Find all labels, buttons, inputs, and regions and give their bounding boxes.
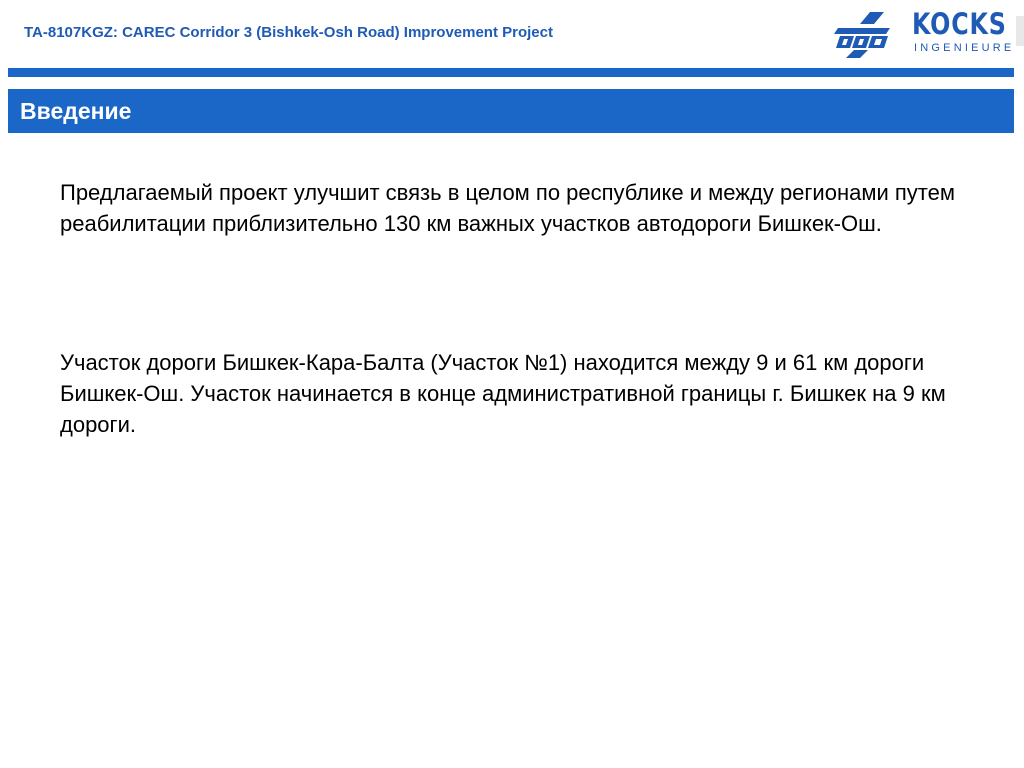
logo-group bbox=[830, 6, 1024, 62]
kocks-ingenieure-logo bbox=[912, 8, 1024, 58]
kocks-logo-word: KOCKS bbox=[912, 7, 1007, 41]
body-paragraph-1: Предлагаемый проект улучшит связь в целом по республике и между регионами путем реабилитации приблизительно 130 км важных участков автодороги Бишкек-Ош. bbox=[60, 180, 955, 236]
logo-corner-accent bbox=[1016, 16, 1024, 46]
kocks-logo-subtitle: INGENIEURE bbox=[914, 42, 1015, 54]
section-title: Введение bbox=[20, 98, 132, 124]
body-paragraph-2: Участок дороги Бишкек-Кара-Балта (Участок №1) находится между 9 и 61 км дороги Бишкек-Ош. Участок начинается в конце административной границы г. Бишкек на 9 км дороги. bbox=[60, 350, 946, 437]
cac-consulting-logo bbox=[834, 10, 894, 58]
header-divider-bar bbox=[8, 68, 1014, 77]
section-title-bar bbox=[8, 89, 1014, 133]
header-title: TA-8107KGZ: CAREC Corridor 3 (Bishkek-Osh Road) Improvement Project bbox=[24, 24, 553, 41]
